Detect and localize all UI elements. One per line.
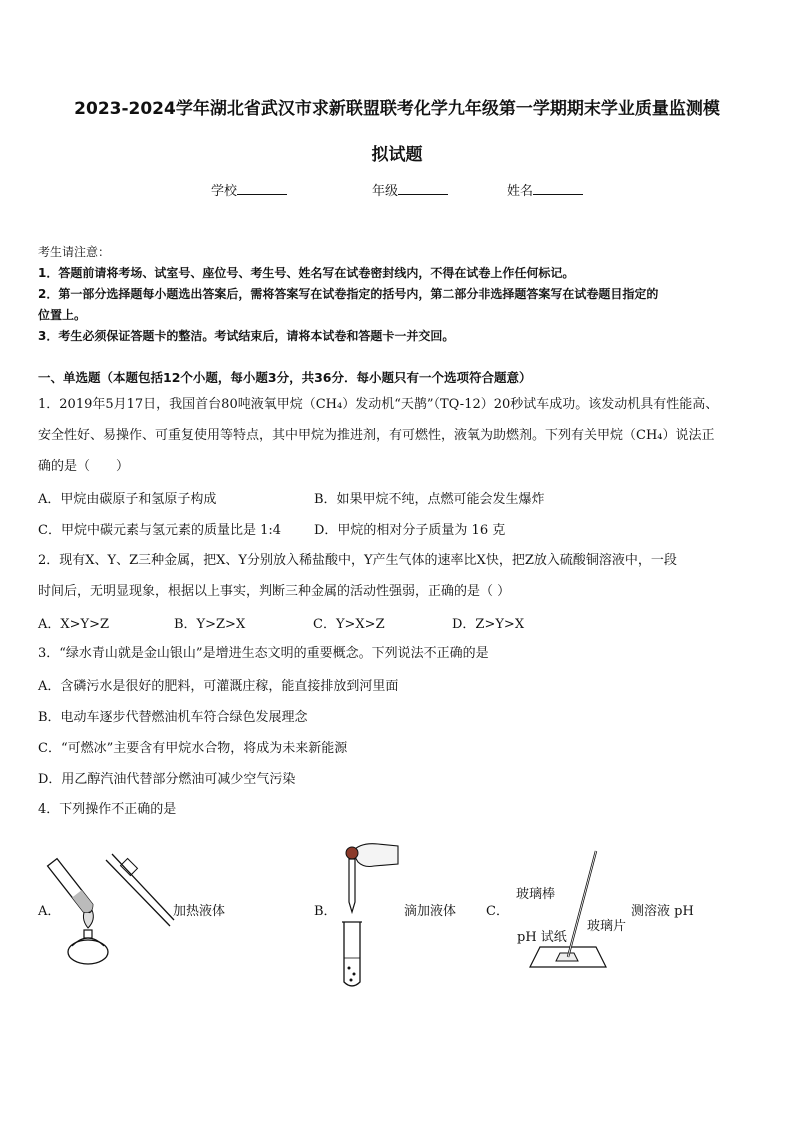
q2-option-d[interactable]: D．Z>Y>X: [452, 617, 525, 632]
notice-item-2: 2．第一部分选择题每小题选出答案后，需将答案写在试卷指定的括号内，第二部分非选择题答案写在试卷题目指定的: [38, 287, 659, 301]
q4-option-c-letter[interactable]: C．: [486, 904, 509, 919]
q4-option-c-paper-label: pH 试纸: [517, 930, 567, 945]
q1-line-2: 安全性好、易操作、可重复使用等特点，其中甲烷为推进剂，有可燃性，液氧为助燃剂。下列有关甲烷（CH₄）说法正: [38, 428, 715, 443]
school-label: 学校: [211, 184, 238, 199]
q3-option-d[interactable]: D．用乙醇汽油代替部分燃油可减少空气污染: [38, 772, 296, 787]
q1-option-c[interactable]: C．甲烷中碳元素与氢元素的质量比是 1:4: [38, 523, 282, 538]
name-blank[interactable]: [533, 182, 583, 195]
q3-option-b[interactable]: B．电动车逐步代替燃油机车符合绿色发展理念: [38, 710, 308, 725]
q4-option-b-letter[interactable]: B．: [314, 904, 337, 919]
q2-option-b[interactable]: B．Y>Z>X: [174, 617, 246, 632]
q4-option-a-letter[interactable]: A．: [38, 904, 61, 919]
school-blank[interactable]: [237, 182, 287, 195]
q2-option-a[interactable]: A．X>Y>Z: [38, 617, 110, 632]
grade-label: 年级: [372, 184, 399, 199]
q3-option-c[interactable]: C．“可燃冰”主要含有甲烷水合物，将成为未来新能源: [38, 741, 348, 756]
name-field[interactable]: [507, 180, 583, 199]
q1-option-a[interactable]: A．甲烷由碳原子和氢原子构成: [38, 492, 217, 507]
q3-stem: 3．“绿水青山就是金山银山”是增进生态文明的重要概念。下列说法不正确的是: [38, 646, 489, 661]
q3-option-a[interactable]: A．含磷污水是很好的肥料，可灌溉庄稼，能直接排放到河里面: [38, 679, 399, 694]
q4-option-c-rod-label: 玻璃棒: [516, 887, 556, 902]
title-line-2: 拟试题: [371, 145, 423, 165]
ph-test-illustration: [512, 845, 622, 975]
dropping-liquid-illustration: [330, 840, 400, 990]
notice-item-1: 1．答题前请将考场、试室号、座位号、考生号、姓名写在试卷密封线内，不得在试卷上作任何标记。: [38, 266, 575, 280]
notice-block: [38, 242, 762, 347]
q2-line-2: 时间后，无明显现象，根据以上事实，判断三种金属的活动性强弱，正确的是（ ）: [38, 584, 511, 599]
q4-option-c-plate-label: 玻璃片: [587, 919, 627, 934]
title-line-1: 2023-2024学年湖北省武汉市求新联盟联考化学九年级第一学期期末学业质量监测模: [74, 99, 720, 119]
q4-stem: 4．下列操作不正确的是: [38, 802, 177, 817]
page-title: [30, 86, 764, 178]
q4-option-c-text: 测溶液 pH: [631, 904, 694, 919]
q1-line-3: 确的是（ ）: [38, 459, 130, 474]
q1-option-b[interactable]: B．如果甲烷不纯，点燃可能会发生爆炸: [314, 492, 545, 507]
grade-field[interactable]: [372, 180, 448, 199]
q4-option-b-text: 滴加液体: [404, 904, 457, 919]
school-field[interactable]: [211, 180, 287, 199]
q2-option-c[interactable]: C．Y>X>Z: [313, 617, 385, 632]
heating-liquid-illustration: [58, 830, 178, 970]
q1-option-d[interactable]: D．甲烷的相对分子质量为 16 克: [314, 523, 506, 538]
q1-line-1: 1．2019年5月17日，我国首台80吨液氧甲烷（CH₄）发动机“天鹊”（TQ-12）20秒试车成功。该发动机具有性能高、: [38, 397, 719, 412]
q4-option-a-text: 加热液体: [173, 904, 226, 919]
section-heading: 一、单选题（本题包括12个小题，每小题3分，共36分．每小题只有一个选项符合题意）: [38, 370, 532, 385]
notice-item-2-cont: 位置上。: [38, 308, 87, 322]
q2-line-1: 2．现有X、Y、Z三种金属，把X、Y分别放入稀盐酸中，Y产生气体的速率比X快，把Z放入硫酸铜溶液中，一段: [38, 553, 677, 568]
grade-blank[interactable]: [398, 182, 448, 195]
notice-heading: 考生请注意：: [38, 245, 111, 259]
name-label: 姓名: [507, 184, 534, 199]
notice-item-3: 3．考生必须保证答题卡的整洁。考试结束后，请将本试卷和答题卡一并交回。: [38, 329, 455, 343]
